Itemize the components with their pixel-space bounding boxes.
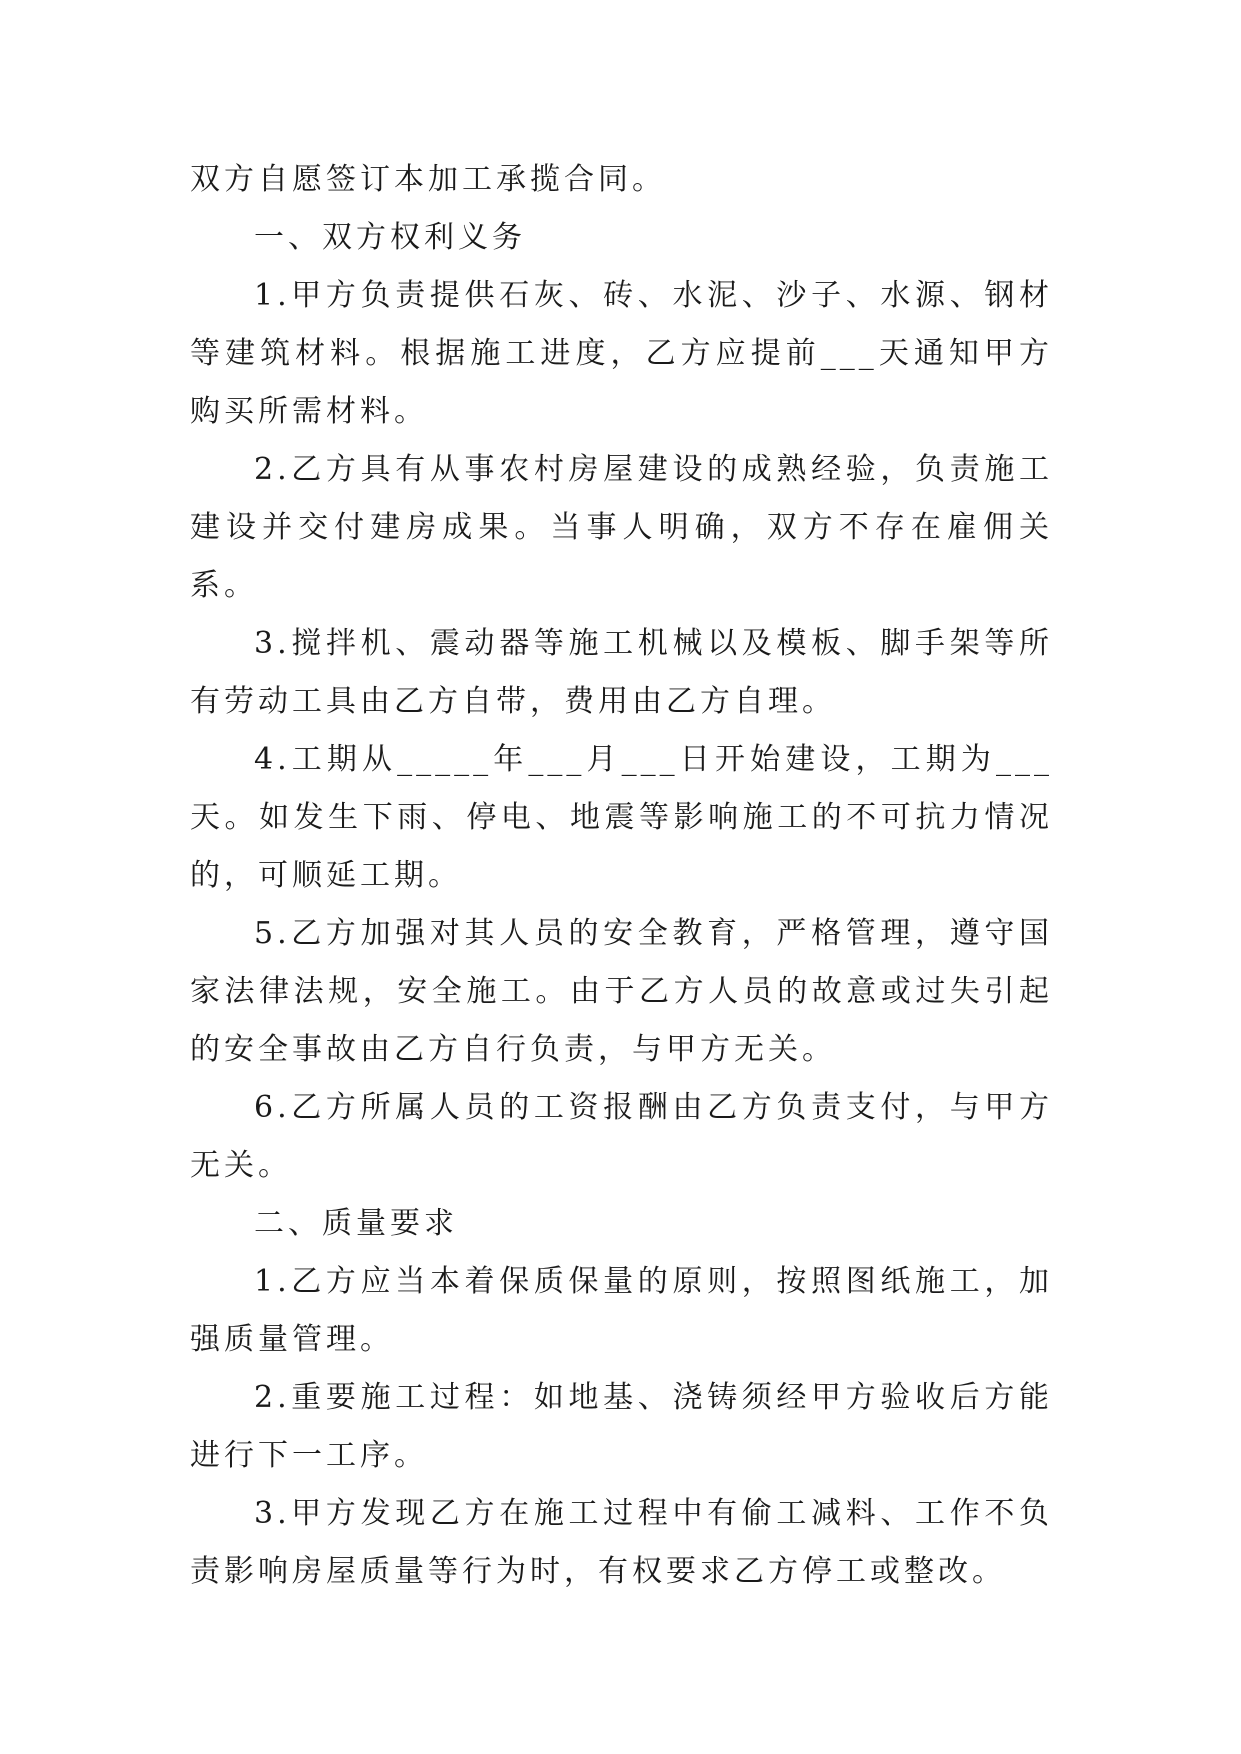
section-heading-quality: 二、质量要求 [254,1206,458,1241]
section-heading-rights: 一、双方权利义务 [254,220,526,255]
document-page [190,151,1053,1601]
clause-1-6: 6.乙方所属人员的工资报酬由乙方负责支付，与甲方无关。 [190,1090,1053,1183]
clause-2-1: 1.乙方应当本着保质保量的原则，按照图纸施工，加强质量管理。 [190,1264,1053,1357]
clause-1-1: 1.甲方负责提供石灰、砖、水泥、沙子、水源、钢材等建筑材料。根据施工进度，乙方应提前___天通知甲方购买所需材料。 [190,278,1053,429]
clause-1-3: 3.搅拌机、震动器等施工机械以及模板、脚手架等所有劳动工具由乙方自带，费用由乙方自理。 [190,626,1053,719]
clause-1-4: 4.工期从_____年___月___日开始建设，工期为___天。如发生下雨、停电、地震等影响施工的不可抗力情况的，可顺延工期。 [190,742,1053,893]
paragraph-intro: 双方自愿签订本加工承揽合同。 [190,162,666,197]
clause-1-2: 2.乙方具有从事农村房屋建设的成熟经验，负责施工建设并交付建房成果。当事人明确，双方不存在雇佣关系。 [190,452,1053,603]
clause-1-5: 5.乙方加强对其人员的安全教育，严格管理，遵守国家法律法规，安全施工。由于乙方人员的故意或过失引起的安全事故由乙方自行负责，与甲方无关。 [190,916,1053,1067]
clause-2-3: 3.甲方发现乙方在施工过程中有偷工减料、工作不负责影响房屋质量等行为时，有权要求乙方停工或整改。 [190,1496,1053,1589]
clause-2-2: 2.重要施工过程：如地基、浇铸须经甲方验收后方能进行下一工序。 [190,1380,1053,1473]
